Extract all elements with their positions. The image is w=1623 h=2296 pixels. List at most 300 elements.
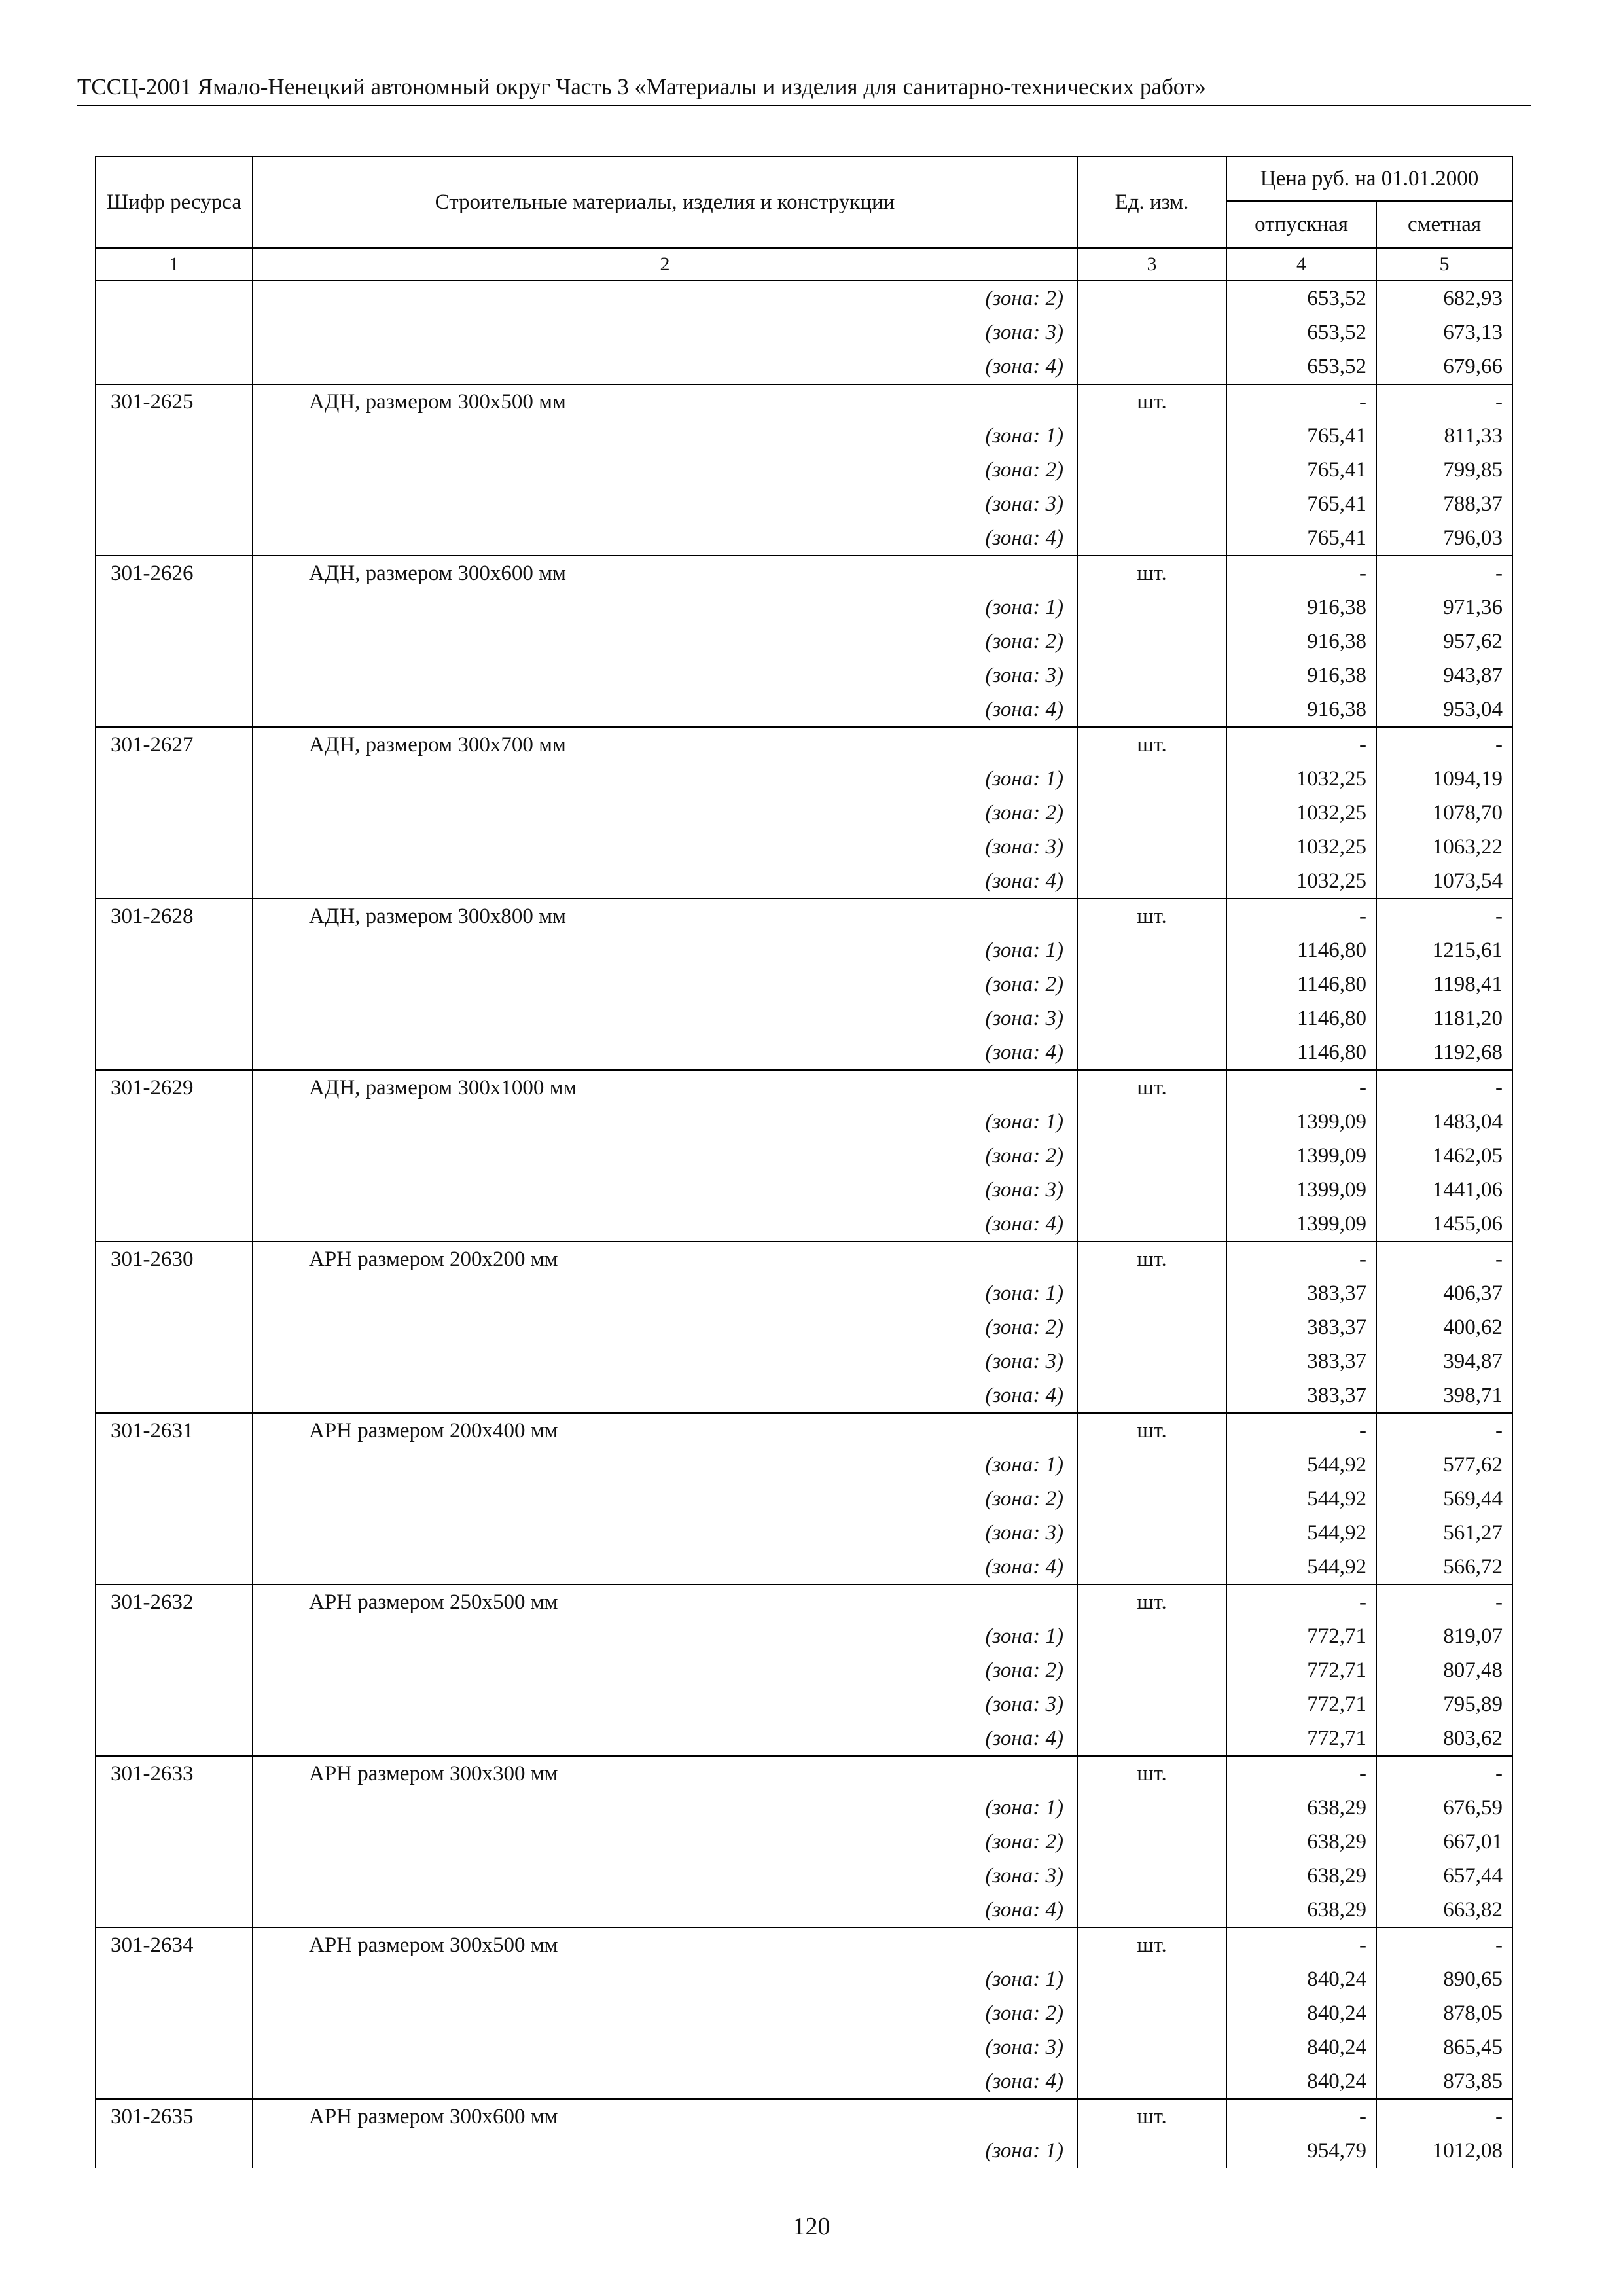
column-number: 1	[96, 248, 253, 281]
code-cell	[96, 1893, 253, 1928]
table-row	[96, 1825, 1512, 1859]
release-price: -	[1226, 899, 1376, 933]
code-cell	[96, 624, 253, 658]
table-row	[96, 384, 1512, 419]
zone-label: (зона: 4)	[253, 1893, 1077, 1928]
unit-cell	[1077, 624, 1226, 658]
zone-label: (зона: 1)	[253, 419, 1077, 453]
unit-cell	[1077, 281, 1226, 315]
estimate-price: 667,01	[1376, 1825, 1512, 1859]
header-price-release: отпускная	[1226, 201, 1376, 248]
material-name: АДН, размером 300х500 мм	[253, 384, 1077, 419]
release-price: 1032,25	[1226, 864, 1376, 899]
material-name: АДН, размером 300х800 мм	[253, 899, 1077, 933]
unit-cell	[1077, 762, 1226, 796]
unit-cell: шт.	[1077, 1242, 1226, 1276]
zone-label: (зона: 4)	[253, 1721, 1077, 1756]
zone-label: (зона: 3)	[253, 1001, 1077, 1035]
header-name: Строительные материалы, изделия и конструкции	[253, 156, 1077, 248]
unit-cell	[1077, 1653, 1226, 1687]
unit-cell	[1077, 1173, 1226, 1207]
estimate-price: 971,36	[1376, 590, 1512, 624]
code-cell	[96, 1791, 253, 1825]
estimate-price: 890,65	[1376, 1962, 1512, 1996]
estimate-price: 663,82	[1376, 1893, 1512, 1928]
table-row	[96, 1413, 1512, 1448]
table-row	[96, 1585, 1512, 1619]
zone-label: (зона: 3)	[253, 2030, 1077, 2064]
release-price: -	[1226, 2099, 1376, 2134]
estimate-price: 953,04	[1376, 692, 1512, 727]
unit-cell	[1077, 1825, 1226, 1859]
estimate-price: 878,05	[1376, 1996, 1512, 2030]
code-cell	[96, 1035, 253, 1070]
release-price: 1146,80	[1226, 1035, 1376, 1070]
code-cell	[96, 967, 253, 1001]
unit-cell	[1077, 1962, 1226, 1996]
release-price: -	[1226, 1242, 1376, 1276]
zone-label: (зона: 2)	[253, 1653, 1077, 1687]
unit-cell	[1077, 1448, 1226, 1482]
unit-cell	[1077, 1721, 1226, 1756]
resource-code: 301-2626	[96, 556, 253, 590]
estimate-price: 1192,68	[1376, 1035, 1512, 1070]
resource-code: 301-2630	[96, 1242, 253, 1276]
unit-cell	[1077, 830, 1226, 864]
unit-cell	[1077, 1344, 1226, 1378]
code-cell	[96, 1105, 253, 1139]
zone-label: (зона: 3)	[253, 487, 1077, 521]
resource-code: 301-2627	[96, 727, 253, 762]
unit-cell	[1077, 967, 1226, 1001]
estimate-price: 803,62	[1376, 1721, 1512, 1756]
zone-label: (зона: 3)	[253, 1859, 1077, 1893]
unit-cell	[1077, 1893, 1226, 1928]
release-price: 916,38	[1226, 658, 1376, 692]
release-price: 544,92	[1226, 1448, 1376, 1482]
release-price: 1399,09	[1226, 1207, 1376, 1242]
release-price: 383,37	[1226, 1344, 1376, 1378]
unit-cell	[1077, 1482, 1226, 1516]
table-row	[96, 624, 1512, 658]
code-cell	[96, 1687, 253, 1721]
estimate-price: 394,87	[1376, 1344, 1512, 1378]
unit-cell	[1077, 864, 1226, 899]
zone-label: (зона: 4)	[253, 1550, 1077, 1585]
zone-label: (зона: 1)	[253, 1105, 1077, 1139]
table-row	[96, 1001, 1512, 1035]
zone-label: (зона: 3)	[253, 1687, 1077, 1721]
estimate-price: -	[1376, 384, 1512, 419]
code-cell	[96, 1550, 253, 1585]
zone-label: (зона: 2)	[253, 624, 1077, 658]
code-cell	[96, 692, 253, 727]
estimate-price: -	[1376, 1585, 1512, 1619]
zone-label: (зона: 3)	[253, 1516, 1077, 1550]
estimate-price: 657,44	[1376, 1859, 1512, 1893]
zone-label: (зона: 2)	[253, 1825, 1077, 1859]
header-code: Шифр ресурса	[96, 156, 253, 248]
zone-label: (зона: 3)	[253, 315, 1077, 350]
release-price: 653,52	[1226, 315, 1376, 350]
zone-label: (зона: 4)	[253, 692, 1077, 727]
table-row	[96, 2134, 1512, 2168]
column-number: 2	[253, 248, 1077, 281]
release-price: 765,41	[1226, 487, 1376, 521]
unit-cell	[1077, 1996, 1226, 2030]
release-price: 954,79	[1226, 2134, 1376, 2168]
table-row	[96, 521, 1512, 556]
table-row	[96, 1448, 1512, 1482]
estimate-price: 1078,70	[1376, 796, 1512, 830]
release-price: -	[1226, 1756, 1376, 1791]
release-price: -	[1226, 1413, 1376, 1448]
unit-cell: шт.	[1077, 1756, 1226, 1791]
resource-code: 301-2628	[96, 899, 253, 933]
code-cell	[96, 1378, 253, 1413]
zone-label: (зона: 1)	[253, 1791, 1077, 1825]
release-price: 1032,25	[1226, 830, 1376, 864]
code-cell	[96, 762, 253, 796]
release-price: -	[1226, 556, 1376, 590]
zone-label: (зона: 3)	[253, 830, 1077, 864]
column-number: 5	[1376, 248, 1512, 281]
estimate-price: 943,87	[1376, 658, 1512, 692]
unit-cell: шт.	[1077, 556, 1226, 590]
unit-cell	[1077, 2134, 1226, 2168]
resource-code: 301-2632	[96, 1585, 253, 1619]
unit-cell	[1077, 1687, 1226, 1721]
code-cell	[96, 1448, 253, 1482]
estimate-price: 561,27	[1376, 1516, 1512, 1550]
code-cell	[96, 933, 253, 967]
code-cell	[96, 1276, 253, 1310]
release-price: 1399,09	[1226, 1105, 1376, 1139]
zone-label: (зона: 1)	[253, 2134, 1077, 2168]
table-row	[96, 1756, 1512, 1791]
table-row	[96, 1550, 1512, 1585]
release-price: 544,92	[1226, 1516, 1376, 1550]
table-row	[96, 1962, 1512, 1996]
release-price: 638,29	[1226, 1791, 1376, 1825]
estimate-price: 1073,54	[1376, 864, 1512, 899]
code-cell	[96, 1310, 253, 1344]
release-price: 544,92	[1226, 1550, 1376, 1585]
release-price: 840,24	[1226, 2030, 1376, 2064]
code-cell	[96, 590, 253, 624]
unit-cell: шт.	[1077, 899, 1226, 933]
zone-label: (зона: 4)	[253, 2064, 1077, 2099]
estimate-price: 811,33	[1376, 419, 1512, 453]
table-row	[96, 1619, 1512, 1653]
table-row	[96, 1276, 1512, 1310]
table-row	[96, 1721, 1512, 1756]
estimate-price: 1441,06	[1376, 1173, 1512, 1207]
resource-code: 301-2629	[96, 1070, 253, 1105]
resource-code: 301-2634	[96, 1928, 253, 1962]
material-name: АРН размером 250х500 мм	[253, 1585, 1077, 1619]
estimate-price: 569,44	[1376, 1482, 1512, 1516]
release-price: 383,37	[1226, 1276, 1376, 1310]
table-row	[96, 1310, 1512, 1344]
table-row	[96, 796, 1512, 830]
table-row	[96, 1035, 1512, 1070]
code-cell	[96, 796, 253, 830]
release-price: 1399,09	[1226, 1173, 1376, 1207]
code-cell	[96, 2030, 253, 2064]
page-header: ТССЦ-2001 Ямало-Ненецкий автономный округ Часть 3 «Материалы и изделия для санитарно-технических работ»	[77, 71, 1531, 106]
table-row	[96, 487, 1512, 521]
zone-label: (зона: 3)	[253, 1173, 1077, 1207]
estimate-price: 788,37	[1376, 487, 1512, 521]
release-price: 383,37	[1226, 1310, 1376, 1344]
zone-label: (зона: 2)	[253, 1996, 1077, 2030]
estimate-price: 807,48	[1376, 1653, 1512, 1687]
code-cell	[96, 281, 253, 315]
resource-code: 301-2625	[96, 384, 253, 419]
code-cell	[96, 1344, 253, 1378]
material-name: АРН размером 300х600 мм	[253, 2099, 1077, 2134]
table-body	[96, 281, 1512, 2168]
zone-label: (зона: 3)	[253, 658, 1077, 692]
unit-cell: шт.	[1077, 2099, 1226, 2134]
header-price-estimate: сметная	[1376, 201, 1512, 248]
zone-label: (зона: 1)	[253, 762, 1077, 796]
code-cell	[96, 1516, 253, 1550]
release-price: 1032,25	[1226, 796, 1376, 830]
resource-code: 301-2631	[96, 1413, 253, 1448]
table-row	[96, 933, 1512, 967]
release-price: 653,52	[1226, 281, 1376, 315]
material-name: АДН, размером 300х1000 мм	[253, 1070, 1077, 1105]
release-price: 653,52	[1226, 350, 1376, 384]
estimate-price: -	[1376, 1413, 1512, 1448]
table-row	[96, 1928, 1512, 1962]
estimate-price: 1181,20	[1376, 1001, 1512, 1035]
material-name: АДН, размером 300х600 мм	[253, 556, 1077, 590]
estimate-price: 1094,19	[1376, 762, 1512, 796]
zone-label: (зона: 2)	[253, 1310, 1077, 1344]
code-cell	[96, 830, 253, 864]
table-row	[96, 453, 1512, 487]
release-price: 638,29	[1226, 1859, 1376, 1893]
table-row	[96, 2030, 1512, 2064]
release-price: 772,71	[1226, 1653, 1376, 1687]
estimate-price: 1198,41	[1376, 967, 1512, 1001]
table-row	[96, 315, 1512, 350]
zone-label: (зона: 1)	[253, 1619, 1077, 1653]
table-row	[96, 1482, 1512, 1516]
zone-label: (зона: 2)	[253, 1139, 1077, 1173]
estimate-price: 957,62	[1376, 624, 1512, 658]
release-price: -	[1226, 727, 1376, 762]
unit-cell	[1077, 590, 1226, 624]
unit-cell: шт.	[1077, 1070, 1226, 1105]
zone-label: (зона: 4)	[253, 350, 1077, 384]
code-cell	[96, 1619, 253, 1653]
release-price: 638,29	[1226, 1893, 1376, 1928]
table-row	[96, 556, 1512, 590]
release-price: 1146,80	[1226, 933, 1376, 967]
table-row	[96, 350, 1512, 384]
code-cell	[96, 419, 253, 453]
zone-label: (зона: 3)	[253, 1344, 1077, 1378]
code-cell	[96, 2134, 253, 2168]
table-row	[96, 658, 1512, 692]
unit-cell	[1077, 521, 1226, 556]
code-cell	[96, 2064, 253, 2099]
release-price: 840,24	[1226, 1962, 1376, 1996]
release-price: 840,24	[1226, 1996, 1376, 2030]
material-name: АДН, размером 300х700 мм	[253, 727, 1077, 762]
estimate-price: 1215,61	[1376, 933, 1512, 967]
unit-cell	[1077, 1001, 1226, 1035]
code-cell	[96, 1721, 253, 1756]
code-cell	[96, 453, 253, 487]
table-row	[96, 2099, 1512, 2134]
estimate-price: -	[1376, 1242, 1512, 1276]
zone-label: (зона: 2)	[253, 453, 1077, 487]
release-price: 1146,80	[1226, 1001, 1376, 1035]
table-row	[96, 1653, 1512, 1687]
release-price: 544,92	[1226, 1482, 1376, 1516]
unit-cell	[1077, 933, 1226, 967]
table-row	[96, 830, 1512, 864]
estimate-price: -	[1376, 899, 1512, 933]
table-row	[96, 419, 1512, 453]
unit-cell	[1077, 1139, 1226, 1173]
release-price: -	[1226, 1585, 1376, 1619]
unit-cell	[1077, 1207, 1226, 1242]
estimate-price: 577,62	[1376, 1448, 1512, 1482]
estimate-price: 819,07	[1376, 1619, 1512, 1653]
unit-cell	[1077, 1276, 1226, 1310]
zone-label: (зона: 2)	[253, 281, 1077, 315]
table-row	[96, 692, 1512, 727]
unit-cell	[1077, 1310, 1226, 1344]
unit-cell: шт.	[1077, 1928, 1226, 1962]
unit-cell	[1077, 453, 1226, 487]
release-price: 772,71	[1226, 1687, 1376, 1721]
release-price: 1399,09	[1226, 1139, 1376, 1173]
table-row	[96, 1207, 1512, 1242]
unit-cell	[1077, 1550, 1226, 1585]
estimate-price: -	[1376, 2099, 1512, 2134]
estimate-price: 865,45	[1376, 2030, 1512, 2064]
unit-cell	[1077, 2064, 1226, 2099]
estimate-price: 398,71	[1376, 1378, 1512, 1413]
table-row	[96, 1070, 1512, 1105]
estimate-price: 682,93	[1376, 281, 1512, 315]
release-price: 1032,25	[1226, 762, 1376, 796]
estimate-price: -	[1376, 1756, 1512, 1791]
estimate-price: 796,03	[1376, 521, 1512, 556]
table-row	[96, 1344, 1512, 1378]
unit-cell	[1077, 487, 1226, 521]
header-unit: Ед. изм.	[1077, 156, 1226, 248]
zone-label: (зона: 1)	[253, 1962, 1077, 1996]
estimate-price: 1012,08	[1376, 2134, 1512, 2168]
estimate-price: -	[1376, 556, 1512, 590]
zone-label: (зона: 1)	[253, 1276, 1077, 1310]
estimate-price: 873,85	[1376, 2064, 1512, 2099]
estimate-price: 1483,04	[1376, 1105, 1512, 1139]
column-number: 4	[1226, 248, 1376, 281]
table-row	[96, 762, 1512, 796]
estimate-price: 1455,06	[1376, 1207, 1512, 1242]
release-price: 765,41	[1226, 453, 1376, 487]
unit-cell	[1077, 350, 1226, 384]
release-price: 765,41	[1226, 521, 1376, 556]
material-name: АРН размером 300х500 мм	[253, 1928, 1077, 1962]
zone-label: (зона: 4)	[253, 1035, 1077, 1070]
estimate-price: 1462,05	[1376, 1139, 1512, 1173]
code-cell	[96, 1173, 253, 1207]
zone-label: (зона: 1)	[253, 590, 1077, 624]
code-cell	[96, 1996, 253, 2030]
zone-label: (зона: 4)	[253, 1207, 1077, 1242]
release-price: -	[1226, 1070, 1376, 1105]
estimate-price: 679,66	[1376, 350, 1512, 384]
unit-cell	[1077, 1619, 1226, 1653]
unit-cell	[1077, 1378, 1226, 1413]
code-cell	[96, 350, 253, 384]
estimate-price: -	[1376, 1070, 1512, 1105]
unit-cell	[1077, 1516, 1226, 1550]
unit-cell	[1077, 315, 1226, 350]
estimate-price: 676,59	[1376, 1791, 1512, 1825]
code-cell	[96, 1001, 253, 1035]
estimate-price: -	[1376, 1928, 1512, 1962]
unit-cell	[1077, 692, 1226, 727]
estimate-price: 566,72	[1376, 1550, 1512, 1585]
unit-cell	[1077, 419, 1226, 453]
table-row	[96, 727, 1512, 762]
price-table	[95, 156, 1513, 2168]
release-price: 383,37	[1226, 1378, 1376, 1413]
code-cell	[96, 1825, 253, 1859]
release-price: -	[1226, 384, 1376, 419]
release-price: 840,24	[1226, 2064, 1376, 2099]
unit-cell: шт.	[1077, 727, 1226, 762]
code-cell	[96, 1207, 253, 1242]
unit-cell: шт.	[1077, 384, 1226, 419]
unit-cell	[1077, 1859, 1226, 1893]
table-row	[96, 1687, 1512, 1721]
material-name: АРН размером 300х300 мм	[253, 1756, 1077, 1791]
header-price-group: Цена руб. на 01.01.2000	[1226, 156, 1512, 201]
unit-cell	[1077, 1105, 1226, 1139]
unit-cell	[1077, 2030, 1226, 2064]
code-cell	[96, 1482, 253, 1516]
release-price: -	[1226, 1928, 1376, 1962]
zone-label: (зона: 2)	[253, 796, 1077, 830]
release-price: 916,38	[1226, 624, 1376, 658]
table-row	[96, 899, 1512, 933]
estimate-price: 799,85	[1376, 453, 1512, 487]
unit-cell: шт.	[1077, 1585, 1226, 1619]
resource-code: 301-2633	[96, 1756, 253, 1791]
table-row	[96, 1242, 1512, 1276]
code-cell	[96, 658, 253, 692]
code-cell	[96, 1962, 253, 1996]
material-name: АРН размером 200х200 мм	[253, 1242, 1077, 1276]
table-row	[96, 2064, 1512, 2099]
table-row	[96, 967, 1512, 1001]
release-price: 772,71	[1226, 1721, 1376, 1756]
page-number: 120	[793, 2213, 830, 2240]
unit-cell	[1077, 1035, 1226, 1070]
